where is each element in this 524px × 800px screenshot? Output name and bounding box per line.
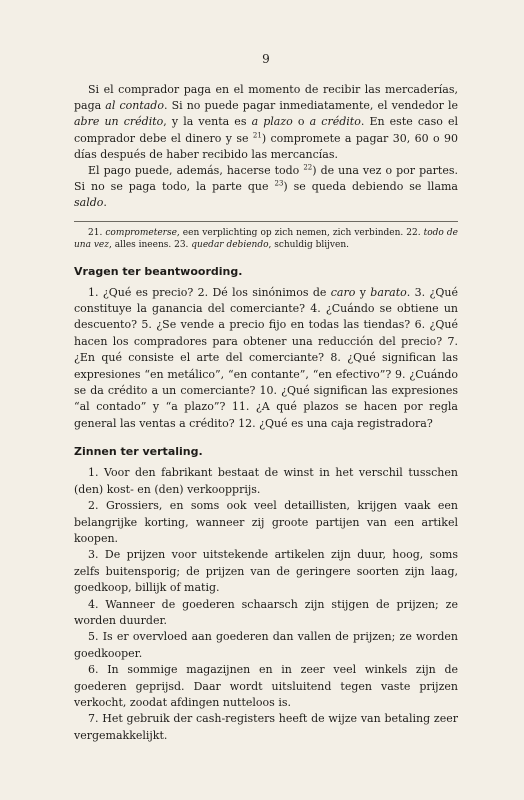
translation-item: 7. Het gebruik der cash-registers heeft de wijze van betaling zeer vergemakkelijkt. bbox=[74, 712, 458, 742]
translation-item: 6. In sommige magazijnen en in zeer veel winkels zijn de goederen geprijsd. Daar wordt uitsluitend tegen vaste prijzen verkocht, zoodat afdingen nutteloos is. bbox=[74, 663, 458, 709]
footnote-ref: 21 bbox=[252, 130, 262, 139]
intro-term: a crédito bbox=[309, 115, 361, 129]
question-text: y bbox=[355, 285, 371, 299]
page-number: 9 bbox=[262, 52, 270, 66]
questions-text bbox=[74, 285, 458, 433]
intro-paragraph-1 bbox=[74, 82, 458, 163]
translation-item: 5. Is er overvloed aan goederen dan vallen de prijzen; ze worden goedkooper. bbox=[74, 630, 458, 660]
footnote-term: quedar debiendo bbox=[191, 240, 269, 251]
footnotes bbox=[74, 221, 458, 252]
footnote-gloss: , alles ineens. 23. bbox=[108, 240, 189, 251]
intro-text: , y la venta es bbox=[163, 115, 252, 129]
footnote-term: comprometerse bbox=[105, 227, 177, 238]
footnote-term: todo de una vez bbox=[74, 227, 458, 251]
footnote-ref: 23 bbox=[274, 179, 284, 188]
intro-term: a plazo bbox=[251, 115, 293, 129]
intro-text: ) de una vez o por partes. Si no se paga todo, la parte que bbox=[74, 164, 458, 194]
footnote-text bbox=[74, 227, 458, 252]
intro-text: ) compromete a pagar 30, 60 o 90 días después de haber recibido las mercancías. bbox=[74, 131, 458, 161]
book-page bbox=[74, 52, 458, 744]
translation-item: 3. De prijzen voor uitstekende artikelen zijn duur, hoog, soms zelfs buitensporig; de prijzen van de geringere soorten zijn laag, goedkoop, billijk of matig. bbox=[74, 548, 458, 595]
translation-list bbox=[74, 465, 458, 744]
intro-text: Si el comprador paga en el momento de recibir las mercaderías, paga bbox=[74, 83, 458, 113]
intro-text: . Si no puede pagar inmediatamente, el vendedor le bbox=[163, 99, 459, 113]
footnote-number: 21. bbox=[88, 227, 103, 238]
question-text: 1. ¿Qué es precio? 2. Dé los sinónimos de bbox=[88, 285, 331, 299]
question-term: caro bbox=[330, 285, 356, 299]
intro-text: . bbox=[103, 196, 107, 210]
question-term: barato bbox=[370, 285, 407, 299]
footnote-gloss: , schuldig blijven. bbox=[268, 240, 349, 251]
translation-item: 4. Wanneer de goederen schaarsch zijn stijgen de prijzen; ze worden duurder. bbox=[74, 597, 458, 627]
footnote-gloss: , een verplichting op zich nemen, zich verbinden. 22. bbox=[176, 227, 421, 238]
intro-text: o bbox=[292, 115, 310, 129]
footnote-ref: 22 bbox=[303, 163, 313, 172]
questions-block bbox=[74, 285, 458, 433]
section-heading-questions: Vragen ter beantwoording. bbox=[74, 264, 243, 278]
translation-item: 1. Voor den fabrikant bestaat de winst in het verschil tusschen (den) kost- en (den) verkoopprijs. bbox=[74, 466, 458, 496]
intro-term: abre un crédito bbox=[74, 115, 164, 129]
intro-text: . En este caso el comprador debe el dinero y se bbox=[74, 115, 458, 145]
intro-text: El pago puede, además, hacerse todo bbox=[88, 164, 304, 178]
intro-term: al contado bbox=[105, 99, 164, 113]
intro-text: ) se queda debiendo se llama bbox=[283, 180, 458, 194]
section-heading-translation: Zinnen ter vertaling. bbox=[74, 445, 203, 459]
question-text: . 3. ¿Qué constituye la ganancia del comerciante? 4. ¿Cuándo se obtiene un descuento? 5. ¿Se vende a precio fijo en todas las tiendas? 6. ¿Qué hacen los compradores para obtener una reducción del precio? 7. ¿En qué consiste el arte del comerciante? 8. ¿Qué significan las expresiones “en metálico”, “en contante”, “en efectivo”? 9. ¿Cuándo se da crédito a un comerciante? 10. ¿Qué significan las expresiones “al contado” y “a plazo”? 11. ¿A qué plazos se hacen por regla general las ventas a crédito? 12. ¿Qué es una caja registradora? bbox=[74, 285, 458, 430]
intro-paragraph-2 bbox=[74, 163, 458, 212]
intro-term: saldo bbox=[74, 196, 104, 210]
translation-item: 2. Grossiers, en soms ook veel detaillisten, krijgen vaak een belangrijke korting, wanneer zij groote partijen van een artikel koopen. bbox=[74, 499, 458, 545]
